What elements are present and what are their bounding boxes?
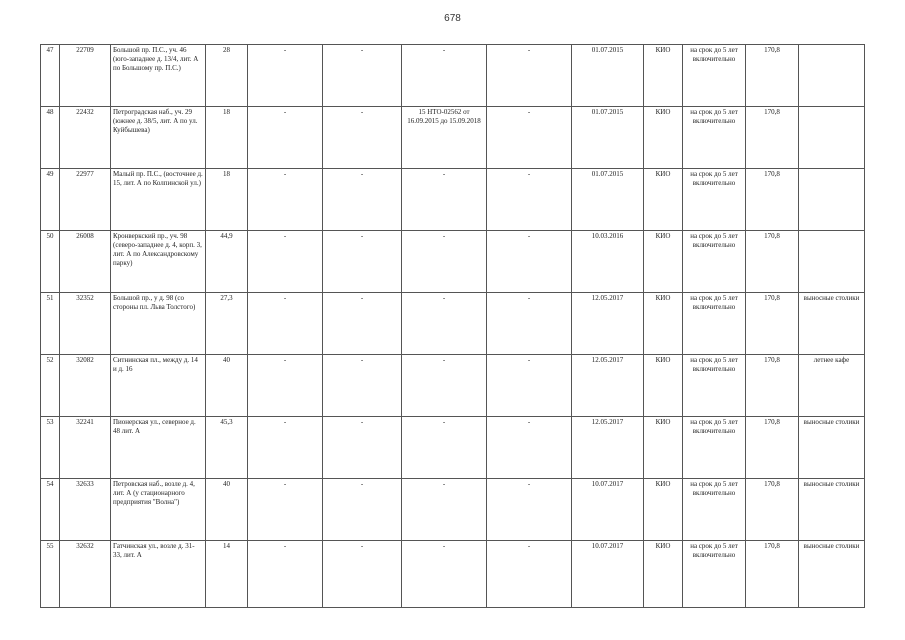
column-6-cell: - [323,479,402,541]
address-cell: Петроградская наб., уч. 29 (южнее д. 38/5, лит. А по ул. Куйбышева) [111,107,206,169]
page-number: 678 [444,13,461,24]
note-cell: выносные столики [799,541,865,608]
organization-cell: КИО [644,541,683,608]
column-5-cell: - [248,45,323,107]
address-cell: Гатчинская ул., возле д. 31-33, лит. А [111,541,206,608]
column-6-cell: - [323,169,402,231]
column-5-cell: - [248,541,323,608]
note-cell [799,107,865,169]
rate-cell: 170,8 [746,417,799,479]
column-5-cell: - [248,169,323,231]
table-row [41,417,865,479]
address-cell: Петровская наб., возле д. 4, лит. А (у стационарного предприятия "Волна") [111,479,206,541]
date-cell: 10.03.2016 [572,231,644,293]
row-number-cell: 52 [41,355,60,417]
permit-cell: - [402,355,487,417]
address-cell: Ситнинская пл., между д. 14 и д. 16 [111,355,206,417]
permit-cell: - [402,479,487,541]
permit-cell: 15 НТО-02562 от 16.09.2015 до 15.09.2018 [402,107,487,169]
address-cell: Большой пр., у д. 98 (со стороны пл. Льва Толстого) [111,293,206,355]
address-cell: Большой пр. П.С., уч. 46 (юго-западнее д. 13/4, лит. А по Большому пр. П.С.) [111,45,206,107]
object-id-cell: 26008 [60,231,111,293]
row-number-cell: 47 [41,45,60,107]
column-5-cell: - [248,293,323,355]
rate-cell: 170,8 [746,169,799,231]
date-cell: 12.05.2017 [572,355,644,417]
table-row [41,107,865,169]
area-cell: 27,3 [206,293,248,355]
term-cell: на срок до 5 лет включительно [683,107,746,169]
permit-cell: - [402,169,487,231]
column-6-cell: - [323,45,402,107]
area-cell: 14 [206,541,248,608]
address-cell: Пионерская ул., северное д. 48 лит. А [111,417,206,479]
term-cell: на срок до 5 лет включительно [683,231,746,293]
column-6-cell: - [323,107,402,169]
object-id-cell: 32352 [60,293,111,355]
column-6-cell: - [323,231,402,293]
column-8-cell: - [487,231,572,293]
row-number-cell: 50 [41,231,60,293]
permit-cell: - [402,231,487,293]
object-id-cell: 22432 [60,107,111,169]
table-row [41,541,865,608]
column-6-cell: - [323,355,402,417]
organization-cell: КИО [644,231,683,293]
table-row [41,169,865,231]
column-5-cell: - [248,355,323,417]
permit-cell: - [402,45,487,107]
note-cell: летнее кафе [799,355,865,417]
organization-cell: КИО [644,45,683,107]
rate-cell: 170,8 [746,293,799,355]
object-id-cell: 32632 [60,541,111,608]
column-8-cell: - [487,355,572,417]
rate-cell: 170,8 [746,355,799,417]
area-cell: 44,9 [206,231,248,293]
rate-cell: 170,8 [746,541,799,608]
column-5-cell: - [248,479,323,541]
rate-cell: 170,8 [746,231,799,293]
date-cell: 12.05.2017 [572,293,644,355]
column-8-cell: - [487,293,572,355]
area-cell: 18 [206,107,248,169]
organization-cell: КИО [644,355,683,417]
object-id-cell: 32241 [60,417,111,479]
table-row [41,45,865,107]
permit-cell: - [402,417,487,479]
table-row [41,355,865,417]
rate-cell: 170,8 [746,45,799,107]
note-cell: выносные столики [799,417,865,479]
table-row [41,293,865,355]
note-cell: выносные столики [799,479,865,541]
organization-cell: КИО [644,107,683,169]
organization-cell: КИО [644,417,683,479]
area-cell: 45,3 [206,417,248,479]
column-6-cell: - [323,293,402,355]
term-cell: на срок до 5 лет включительно [683,169,746,231]
object-id-cell: 22977 [60,169,111,231]
note-cell [799,231,865,293]
row-number-cell: 51 [41,293,60,355]
register-table [40,44,865,608]
table-row [41,231,865,293]
object-id-cell: 32082 [60,355,111,417]
area-cell: 40 [206,479,248,541]
area-cell: 28 [206,45,248,107]
row-number-cell: 54 [41,479,60,541]
area-cell: 40 [206,355,248,417]
column-8-cell: - [487,45,572,107]
row-number-cell: 53 [41,417,60,479]
row-number-cell: 49 [41,169,60,231]
term-cell: на срок до 5 лет включительно [683,293,746,355]
table-body [41,45,865,608]
term-cell: на срок до 5 лет включительно [683,479,746,541]
date-cell: 10.07.2017 [572,479,644,541]
organization-cell: КИО [644,169,683,231]
note-cell [799,45,865,107]
note-cell [799,169,865,231]
term-cell: на срок до 5 лет включительно [683,541,746,608]
term-cell: на срок до 5 лет включительно [683,355,746,417]
term-cell: на срок до 5 лет включительно [683,417,746,479]
column-5-cell: - [248,107,323,169]
column-5-cell: - [248,231,323,293]
date-cell: 01.07.2015 [572,169,644,231]
object-id-cell: 32633 [60,479,111,541]
date-cell: 10.07.2017 [572,541,644,608]
term-cell: на срок до 5 лет включительно [683,45,746,107]
column-6-cell: - [323,417,402,479]
rate-cell: 170,8 [746,479,799,541]
organization-cell: КИО [644,293,683,355]
column-8-cell: - [487,169,572,231]
row-number-cell: 48 [41,107,60,169]
address-cell: Малый пр. П.С., (восточнее д. 15, лит. А по Колпинской ул.) [111,169,206,231]
column-8-cell: - [487,417,572,479]
column-8-cell: - [487,541,572,608]
address-cell: Кронверкский пр., уч. 98 (северо-западнее д. 4, корп. 3, лит. А по Александровскому парку) [111,231,206,293]
object-id-cell: 22709 [60,45,111,107]
column-8-cell: - [487,479,572,541]
date-cell: 12.05.2017 [572,417,644,479]
rate-cell: 170,8 [746,107,799,169]
column-8-cell: - [487,107,572,169]
organization-cell: КИО [644,479,683,541]
permit-cell: - [402,541,487,608]
column-5-cell: - [248,417,323,479]
column-6-cell: - [323,541,402,608]
row-number-cell: 55 [41,541,60,608]
date-cell: 01.07.2015 [572,107,644,169]
table-row [41,479,865,541]
permit-cell: - [402,293,487,355]
note-cell: выносные столики [799,293,865,355]
date-cell: 01.07.2015 [572,45,644,107]
area-cell: 18 [206,169,248,231]
